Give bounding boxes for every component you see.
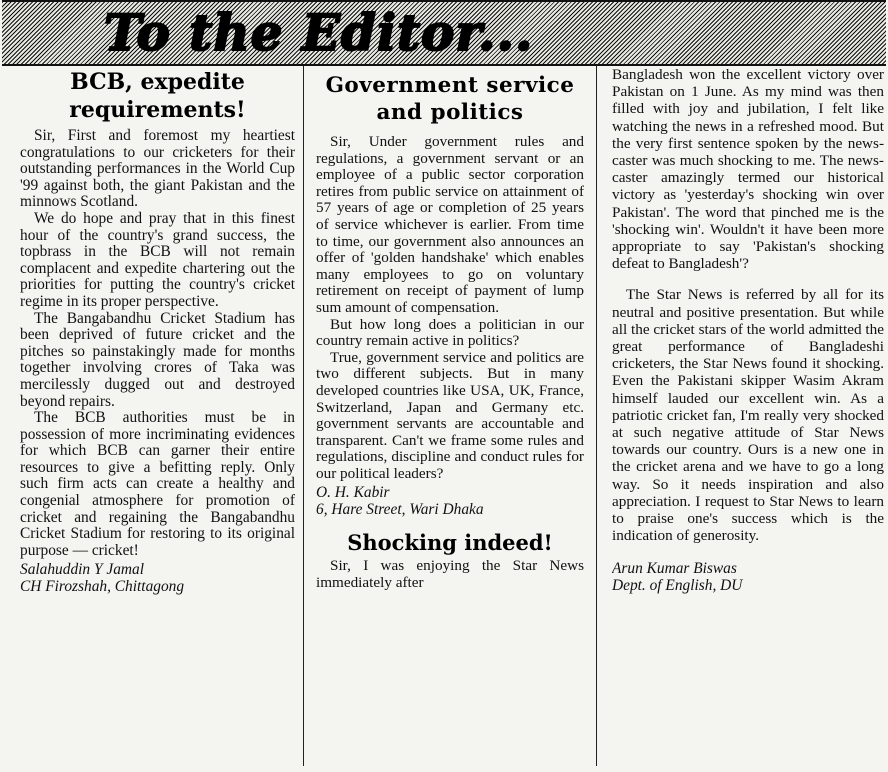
letter-paragraph: Sir, I was enjoying the Star News immediately after (316, 557, 584, 592)
signature-name: Arun Kumar Biswas (612, 560, 737, 578)
letter-signature (612, 560, 884, 594)
letter-signature (20, 561, 295, 595)
letter-paragraph: Sir, First and foremost my heartiest congratulations to our cricketers for their outstanding performances in the World Cup '99 against both, the giant Pakistan and the minnows Scotland. (20, 127, 295, 211)
letter-paragraph: The BCB authorities must be in possession of more incriminating evidences for which BCB can garner their entire resources to give a befitting reply. Only such firm acts can create a healthy and congenial atmosphere for promotion of cricket and regaining the Bangabandhu Cricket Stadium for restoring to its original purpose — cricket! (20, 409, 295, 559)
letter-paragraph: But how long does a politician in our country remain active in politics? (316, 315, 584, 350)
letter-government (316, 72, 584, 518)
signature-address: CH Firozshah, Chittagong (20, 578, 185, 596)
letter-shocking (316, 530, 584, 591)
letter-paragraph: We do hope and pray that in this finest hour of the country's grand success, the topbrass in the BCB will not remain complacent and expedite chartering out the priorities for putting the country's cricket regime in its proper perspective. (20, 209, 295, 310)
column-1 (20, 66, 295, 772)
column-divider (596, 66, 597, 766)
masthead-banner (2, 0, 886, 66)
signature-name: O. H. Kabir (316, 484, 390, 502)
signature-address: 6, Hare Street, Wari Dhaka (316, 501, 484, 519)
signature-name: Salahuddin Y Jamal (20, 561, 144, 579)
signature-address: Dept. of English, DU (612, 577, 743, 595)
letter-shocking-continued (612, 66, 884, 594)
letter-paragraph: Sir, Under government rules and regulations, a government servant or an employee of a public sector corporation retires from public service on attainment of 57 years of age or completion of 25 years of service whichever is earlier. From time to time, our government also announces an offer of 'golden handshake' which enables many employees to go on voluntary retirement on receipt of payment of lump sum amount of compensation. (316, 133, 584, 316)
letter-paragraph: Bangladesh won the excellent victory over Pakistan on 1 June. As my mind was then filled with joy and jubilation, I felt like watching the news in a refreshed mood. But the very first sentence spoken by the news-caster was much shocking to me. The news-caster amazingly termed our historical victory as 'yesterday's shocking win over Pakistan'. The word that pinched me is the 'shocking win'. Wouldn't it have been more appropriate to say 'Pakistan's shocking defeat to Bangladesh'? (612, 66, 884, 273)
letter-headline: BCB, expedite requirements! (69, 69, 246, 123)
page-title: To the Editor... (104, 3, 534, 62)
letter-paragraph: The Star News is referred by all for its neutral and positive presentation. But while all the cricket stars of the world admitted the great performance of Bangladeshi cricketers, the Star News found it shocking. Even the Pakistani skipper Wasim Akram himself lauded our excellent win. As a patriotic cricket fan, I'm really very shocked at such negative attitude of Star News towards our country. Ours is a new one in the cricket arena and we have to go a long way. So it needs inspiration and also appreciation. I request to Star News to learn to praise one's success which is the indication of generosity. (612, 286, 884, 545)
letter-headline: Government service and politics (325, 73, 575, 125)
letter-bcb (20, 68, 295, 595)
column-2 (316, 66, 584, 772)
column-3 (612, 66, 884, 772)
letter-headline: Shocking indeed! (347, 530, 553, 556)
letter-paragraph: True, government service and politics are two different subjects. But in many developed countries like USA, UK, France, Switzerland, Japan and Germany etc. government servants are accountable and transparent. Can't we frame some rules and regulations, discipline and conduct rules for our political leaders? (316, 348, 584, 482)
letter-paragraph: The Bangabandhu Cricket Stadium has been deprived of future cricket and the pitches so painstakingly made for months together involving crores of Taka was mercilessly dugged out and destroyed beyond repairs. (20, 309, 295, 410)
column-divider (303, 66, 304, 766)
letter-signature (316, 484, 584, 518)
